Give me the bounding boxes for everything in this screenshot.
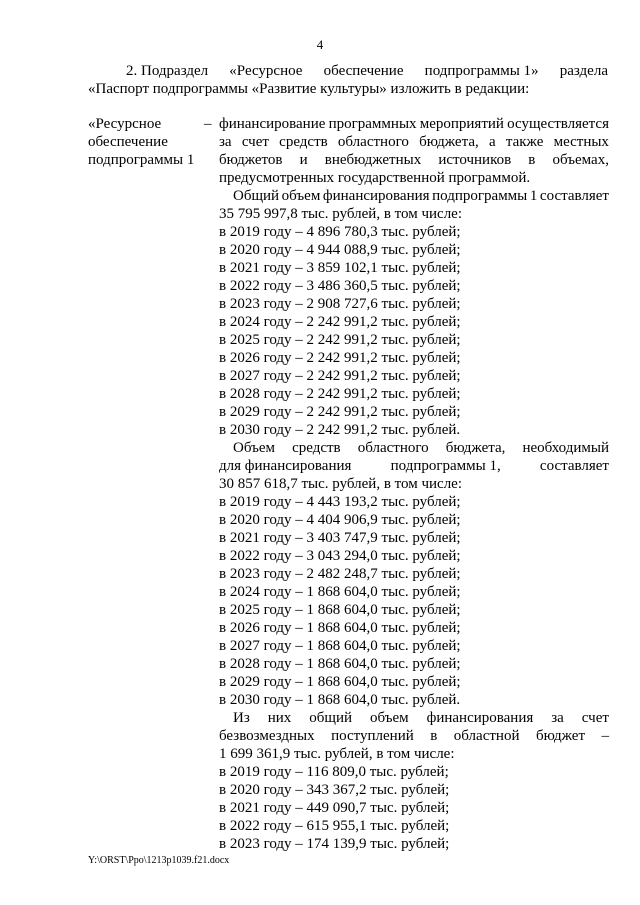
section-content xyxy=(219,115,609,853)
total-year-item: в 2020 году – 4 944 088,9 тыс. рублей; xyxy=(219,242,461,258)
regional-budget-amount: 30 857 618,7 тыс. рублей, в том числе: xyxy=(219,476,463,492)
regional-year-item: в 2020 году – 4 404 906,9 тыс. рублей; xyxy=(219,512,461,528)
gratuitous-year-item: в 2023 году – 174 139,9 тыс. рублей; xyxy=(219,836,450,852)
total-year-item: в 2019 году – 4 896 780,3 тыс. рублей; xyxy=(219,224,461,240)
word: счет xyxy=(581,710,609,726)
word: в xyxy=(528,152,536,168)
word: за xyxy=(551,710,564,726)
word: местных xyxy=(553,134,609,150)
total-year-item: в 2023 году – 2 908 727,6 тыс. рублей; xyxy=(219,296,461,312)
word: внебюджетных xyxy=(324,152,422,168)
funding-sources-line xyxy=(219,133,609,151)
intro-word: подпрограммы 1» xyxy=(424,63,539,79)
total-year-item: в 2028 году – 2 242 991,2 тыс. рублей; xyxy=(219,386,461,402)
word: в xyxy=(430,728,438,744)
word: объем xyxy=(369,710,409,726)
word: средств xyxy=(279,134,328,150)
gratuitous-year-item: в 2020 году – 343 367,2 тыс. рублей; xyxy=(219,782,450,798)
gratuitous-receipts-amount: 1 699 361,9 тыс. рублей, в том числе: xyxy=(219,746,455,762)
word: финансирования xyxy=(322,188,430,204)
regional-budget-line xyxy=(219,439,609,457)
word: для финансирования xyxy=(219,458,352,474)
file-path-footer: Y:\ORST\Ppo\1213p1039.f21.docx xyxy=(88,855,230,866)
total-year-item: в 2024 году – 2 242 991,2 тыс. рублей; xyxy=(219,314,461,330)
regional-year-item: в 2021 году – 3 403 747,9 тыс. рублей; xyxy=(219,530,461,546)
regional-year-item: в 2030 году – 1 868 604,0 тыс. рублей. xyxy=(219,692,461,708)
funding-sources-line xyxy=(219,115,609,133)
total-year-item: в 2022 году – 3 486 360,5 тыс. рублей; xyxy=(219,278,461,294)
word: Объем xyxy=(233,440,275,456)
word: объем xyxy=(281,188,321,204)
word: них xyxy=(267,710,292,726)
regional-year-item: в 2026 году – 1 868 604,0 тыс. рублей; xyxy=(219,620,461,636)
word: составляет xyxy=(539,188,609,204)
word: бюджет xyxy=(535,728,586,744)
funding-sources-line: предусмотренных государственной программой. xyxy=(219,170,531,186)
intro-line-1 xyxy=(88,62,608,80)
word: программных xyxy=(328,116,417,132)
total-year-item: в 2030 году – 2 242 991,2 тыс. рублей. xyxy=(219,422,461,438)
word: а xyxy=(488,134,496,150)
total-funding-line xyxy=(219,187,609,205)
word: финансирование xyxy=(219,116,326,132)
regional-budget-line xyxy=(219,457,609,475)
funding-sources-line xyxy=(219,151,609,169)
word: и xyxy=(299,152,308,168)
intro-word: раздела xyxy=(559,63,608,79)
word: также xyxy=(505,134,544,150)
word: бюджета, xyxy=(445,440,506,456)
word: областного xyxy=(357,440,429,456)
intro-word: 2. Подраздел xyxy=(126,63,209,79)
word: бюджетов xyxy=(219,152,283,168)
word: 1 xyxy=(529,188,538,204)
word: областной xyxy=(453,728,520,744)
intro-word: обеспечение xyxy=(323,63,404,79)
gratuitous-receipts-line xyxy=(219,727,609,745)
gratuitous-receipts-line xyxy=(219,709,609,727)
section-label-line: «Ресурсное xyxy=(88,116,162,132)
word: счет xyxy=(241,134,269,150)
word: необходимый xyxy=(522,440,609,456)
word: общий xyxy=(309,710,353,726)
label-dash: – xyxy=(204,116,212,132)
word: осуществляется xyxy=(507,116,609,132)
intro-paragraph xyxy=(88,62,608,98)
regional-year-item: в 2022 году – 3 043 294,0 тыс. рублей; xyxy=(219,548,461,564)
word: составляет xyxy=(539,458,609,474)
word: подпрограммы xyxy=(432,188,528,204)
word: Из xyxy=(233,710,250,726)
total-funding-amount: 35 795 997,8 тыс. рублей, в том числе: xyxy=(219,206,463,222)
word: финансирования xyxy=(426,710,534,726)
intro-word: «Ресурсное xyxy=(229,63,303,79)
word: мероприятий xyxy=(419,116,504,132)
word: безвозмездных xyxy=(219,728,315,744)
total-year-item: в 2025 году – 2 242 991,2 тыс. рублей; xyxy=(219,332,461,348)
regional-year-item: в 2019 году – 4 443 193,2 тыс. рублей; xyxy=(219,494,461,510)
total-year-item: в 2026 году – 2 242 991,2 тыс. рублей; xyxy=(219,350,461,366)
word: поступлений xyxy=(331,728,414,744)
total-year-item: в 2029 году – 2 242 991,2 тыс. рублей; xyxy=(219,404,461,420)
word: бюджета, xyxy=(419,134,479,150)
gratuitous-year-item: в 2022 году – 615 955,1 тыс. рублей; xyxy=(219,818,450,834)
word: Общий xyxy=(233,188,280,204)
intro-line-2: «Паспорт подпрограммы «Развитие культуры» изложить в редакции: xyxy=(88,81,530,97)
gratuitous-year-item: в 2021 году – 449 090,7 тыс. рублей; xyxy=(219,800,450,816)
word: источников xyxy=(438,152,512,168)
word: – xyxy=(601,728,609,744)
regional-year-item: в 2028 году – 1 868 604,0 тыс. рублей; xyxy=(219,656,461,672)
section-label-line: обеспечение xyxy=(88,134,168,150)
regional-year-item: в 2027 году – 1 868 604,0 тыс. рублей; xyxy=(219,638,461,654)
total-year-item: в 2021 году – 3 859 102,1 тыс. рублей; xyxy=(219,260,461,276)
section-label-line: подпрограммы 1 xyxy=(88,152,195,168)
page-number: 4 xyxy=(316,37,324,52)
total-year-item: в 2027 году – 2 242 991,2 тыс. рублей; xyxy=(219,368,461,384)
regional-year-item: в 2024 году – 1 868 604,0 тыс. рублей; xyxy=(219,584,461,600)
word: областного xyxy=(337,134,409,150)
word: средств xyxy=(292,440,341,456)
word: за xyxy=(219,134,232,150)
word: подпрограммы 1, xyxy=(390,458,501,474)
word: объемах, xyxy=(552,152,609,168)
regional-year-item: в 2025 году – 1 868 604,0 тыс. рублей; xyxy=(219,602,461,618)
regional-year-item: в 2029 году – 1 868 604,0 тыс. рублей; xyxy=(219,674,461,690)
gratuitous-year-item: в 2019 году – 116 809,0 тыс. рублей; xyxy=(219,764,449,780)
section-label xyxy=(88,115,208,169)
regional-year-item: в 2023 году – 2 482 248,7 тыс. рублей; xyxy=(219,566,461,582)
